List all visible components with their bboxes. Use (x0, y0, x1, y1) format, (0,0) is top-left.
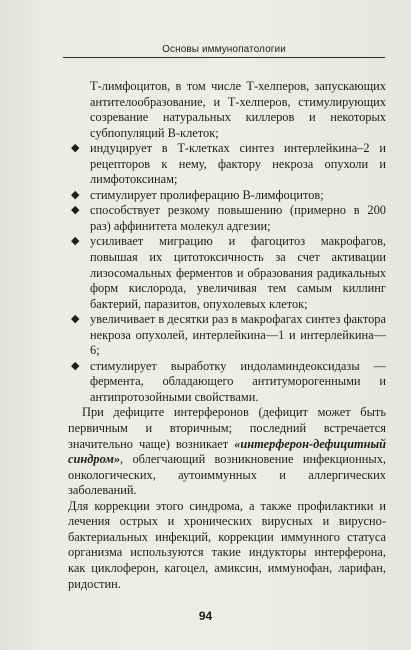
header-divider (63, 57, 385, 58)
list-item (68, 188, 386, 204)
list-item-text: способствует резкому повышению (примерно в 200 раз) аффинитета молекул адгезии; (90, 203, 386, 233)
highlighted-term: «интерферон-дефицитный синдром» (68, 436, 386, 467)
continuation-text: Т-лимфоцитов, в том числе Т-хелперов, запускающих антителообразование, и Т-хелперов, стимулирующих созревание натуральных киллеров и некоторых субпопуляций В-клеток; (90, 79, 386, 140)
diamond-bullet-icon: ◆ (71, 142, 80, 155)
list-item (68, 234, 386, 312)
diamond-bullet-icon: ◆ (71, 359, 80, 372)
list-item-text: усиливает миграцию и фагоцитоз макрофагов, повышая их цитотоксичность за счет активации лизосомальных ферментов и образования радикальных форм кислорода, увеличивая тем самым киллинг бактерий, паразитов, опухолевых клеток; (90, 234, 386, 311)
page-number: 94 (198, 609, 213, 623)
paragraph-text: При дефиците интерферонов (дефицит может быть первичным и вторичным; последний встречается значительно чаще) возникает (68, 405, 386, 451)
paragraph-interferon-deficiency (68, 405, 386, 498)
diamond-bullet-icon: ◆ (71, 188, 80, 201)
page-body (68, 79, 386, 592)
list-item (68, 203, 386, 234)
bullet-list (68, 141, 386, 405)
paragraph-text: , облегчающий возникновение инфекционных, онкологических, аутоиммунных и аллергических заболеваний. (68, 452, 386, 498)
diamond-bullet-icon: ◆ (71, 204, 80, 217)
diamond-bullet-icon: ◆ (71, 235, 80, 248)
running-header: Основы иммунопатологии (162, 44, 286, 55)
diamond-bullet-icon: ◆ (71, 313, 80, 326)
list-item-text: стимулирует выработку индоламиндеоксидазы — фермента, обладающего антитуморогенными и антипротозойными свойствами. (90, 358, 386, 404)
list-item (68, 141, 386, 188)
list-item-text: индуцирует в Т-клетках синтез интерлейкина–2 и рецепторов к нему, фактору некроза опухоли и лимфотоксинам; (90, 141, 386, 187)
paragraph-correction: Для коррекции этого синдрома, а также профилактики и лечения острых и хронических вирусных и вирусно-бактериальных инфекций, коррекции иммунного статуса организма используются такие индукторы интерферона, как циклоферон, кагоцел, амиксин, иммунофан, ларифан, ридостин. (68, 498, 386, 591)
list-item-text: увеличивает в десятки раз в макрофагах синтез фактора некроза опухолей, интерлейкина—1 и интерлейкина—6; (90, 312, 386, 358)
list-item-text: стимулирует пролиферацию В-лимфоцитов; (90, 187, 324, 202)
list-item (68, 359, 386, 406)
list-item (68, 312, 386, 359)
